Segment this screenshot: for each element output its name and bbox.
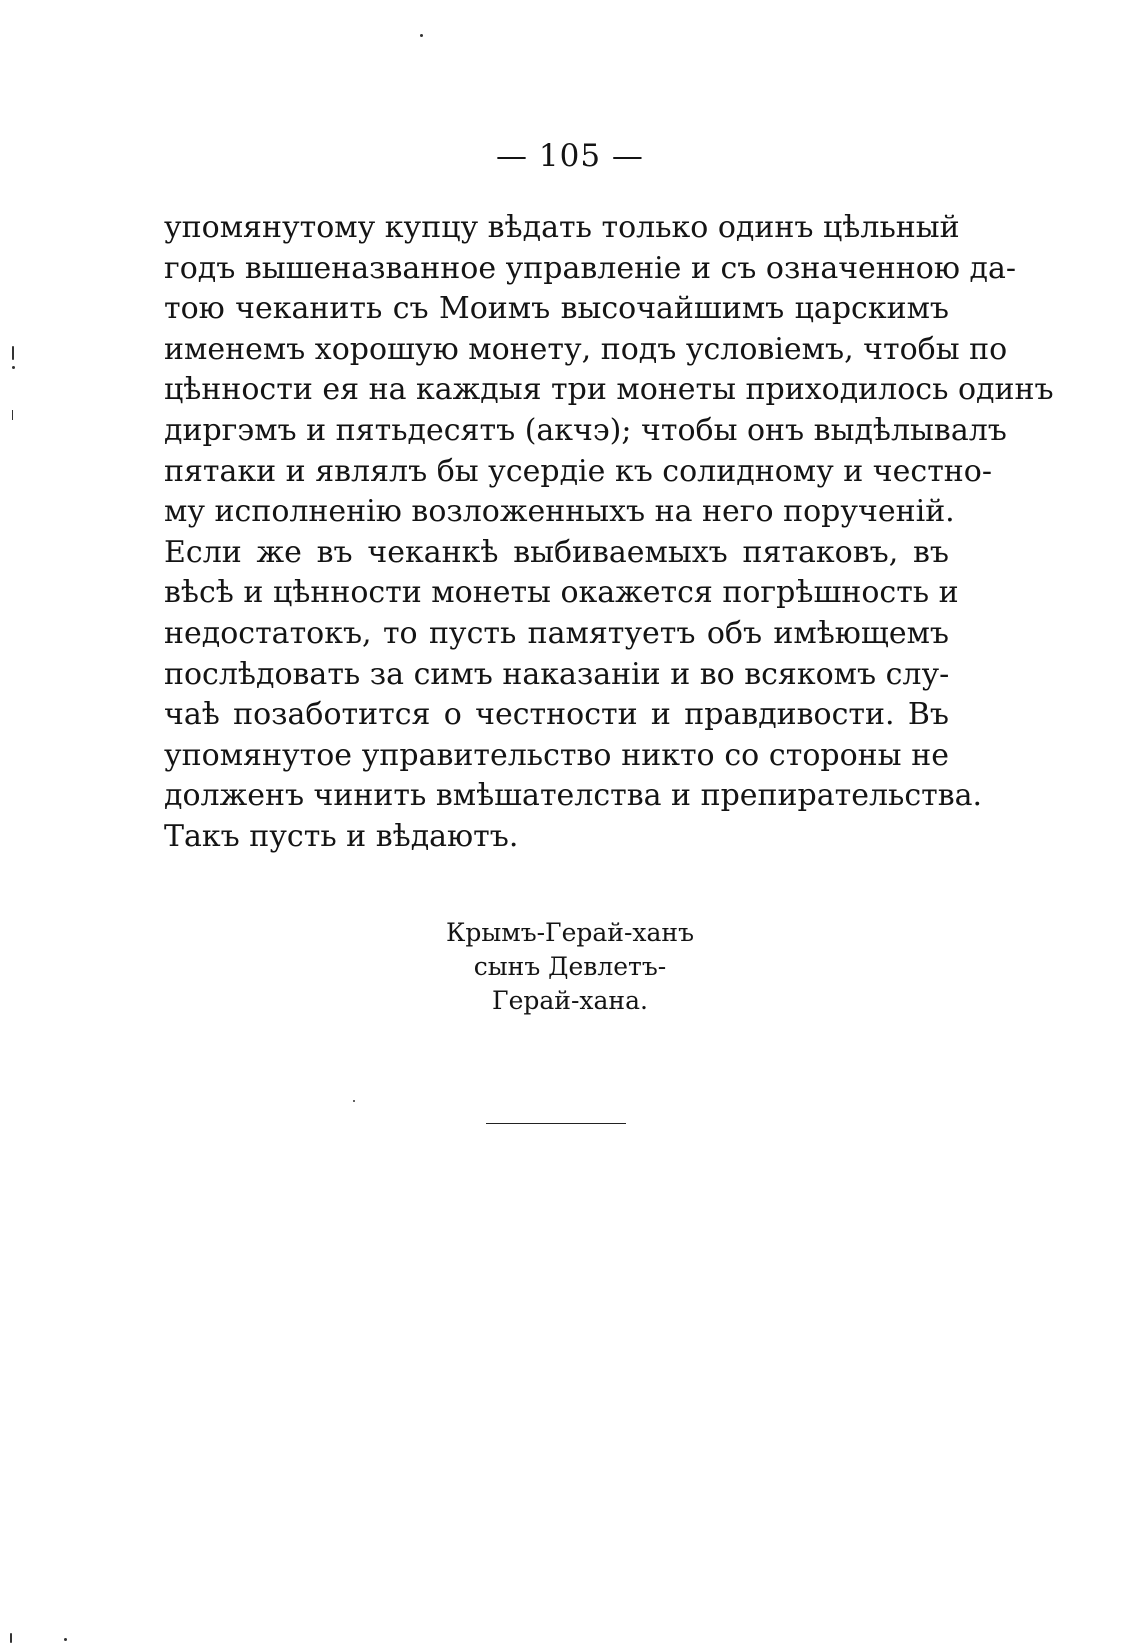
- scan-speck: [64, 1638, 67, 1641]
- text-line: послѣдовать за симъ наказаніи и во всякомъ слу-: [164, 656, 950, 692]
- text-line: пятаки и являлъ бы усердіе къ солидному и честно-: [164, 453, 992, 489]
- body-text: [164, 208, 1054, 858]
- scan-speck: [12, 410, 13, 420]
- scan-speck: [10, 1633, 12, 1643]
- scan-speck: [12, 346, 14, 360]
- text-line: тою чеканить съ Моимъ высочайшимъ царскимъ: [164, 291, 949, 327]
- signature-line: сынъ Девлетъ-: [473, 952, 667, 981]
- page-number: — 105 —: [496, 138, 644, 174]
- text-line: годъ вышеназванное управленіе и съ означенною да-: [164, 250, 1017, 286]
- scan-speck: [353, 1100, 355, 1102]
- text-line: Если же въ чеканкѣ выбиваемыхъ пятаковъ, въ: [164, 534, 949, 570]
- text-line: чаѣ позаботится о честности и правдивости. Въ: [164, 697, 949, 733]
- scan-speck: [12, 366, 15, 369]
- text-line: недостатокъ, то пусть памятуетъ объ имѣющемъ: [164, 615, 949, 651]
- text-line: Такъ пусть и вѣдаютъ.: [164, 818, 519, 854]
- text-line: диргэмъ и пятьдесятъ (акчэ); чтобы онъ выдѣлывалъ: [164, 412, 1007, 448]
- text-line: цѣнности ея на каждыя три монеты приходилось одинъ: [164, 372, 1054, 408]
- text-line: вѣсѣ и цѣнности монеты окажется погрѣшность и: [164, 575, 959, 611]
- text-line: упомянутому купцу вѣдать только одинъ цѣльный: [164, 210, 960, 245]
- signature-block: [0, 916, 1140, 1018]
- text-line: долженъ чинить вмѣшателства и препирательства.: [164, 778, 983, 814]
- signature-line: Герай-хана.: [492, 986, 648, 1015]
- scan-speck: [420, 34, 423, 37]
- text-line: му исполненію возложенныхъ на него порученій.: [164, 494, 955, 530]
- text-line: именемъ хорошую монету, подъ условіемъ, чтобы по: [164, 331, 1008, 367]
- text-line: упомянутое управительство никто со стороны не: [164, 737, 949, 773]
- end-rule-divider: [486, 1123, 626, 1124]
- signature-line: Крымъ-Герай-ханъ: [446, 918, 694, 947]
